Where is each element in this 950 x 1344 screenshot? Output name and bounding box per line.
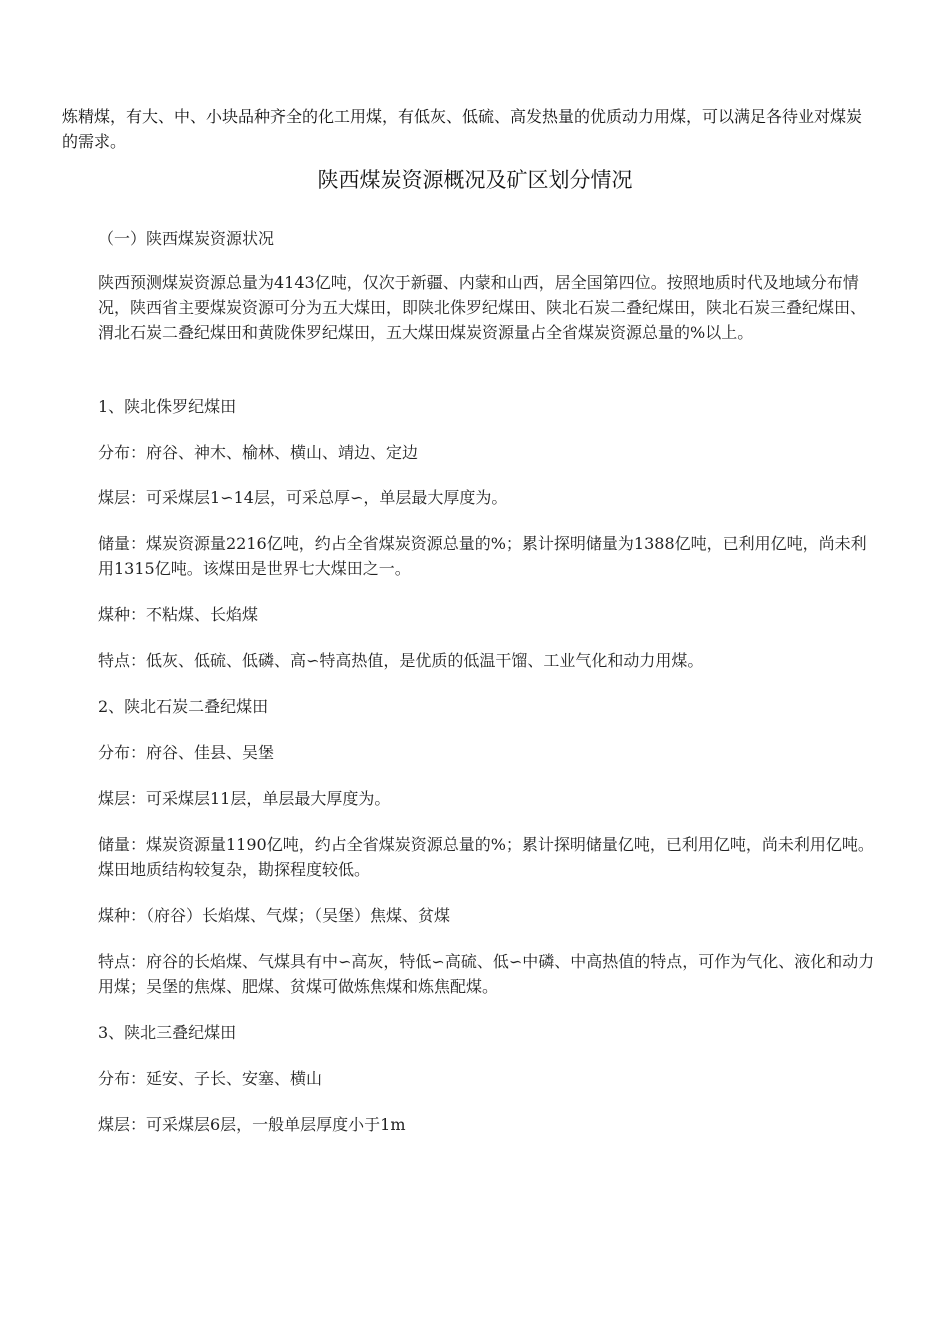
- field1-reserves: 储量：煤炭资源量2216亿吨，约占全省煤炭资源总量的%；累计探明储量为1388亿吨，已利用亿吨，尚未利用1315亿吨。该煤田是世界七大煤田之一。: [98, 534, 867, 578]
- field2-distribution: 分布：府谷、佳县、吴堡: [98, 743, 275, 762]
- field3-seams: 煤层：可采煤层6层，一般单层厚度小于1m: [98, 1115, 406, 1134]
- field1-distribution: 分布：府谷、神木、榆林、横山、靖边、定边: [98, 443, 419, 462]
- field3-distribution: 分布：延安、子长、安塞、横山: [98, 1069, 323, 1088]
- field2-reserves: 储量：煤炭资源量1190亿吨，约占全省煤炭资源总量的%；累计探明储量亿吨，已利用亿吨，尚未利用亿吨。煤田地质结构较复杂，勘探程度较低。: [98, 835, 874, 879]
- field2-seams: 煤层：可采煤层11层，单层最大厚度为。: [98, 789, 391, 808]
- field2-heading: 2、陕北石炭二叠纪煤田: [98, 697, 269, 716]
- field1-features: 特点：低灰、低硫、低磷、高∽特高热值，是优质的低温干馏、工业气化和动力用煤。: [98, 651, 704, 670]
- field1-seams: 煤层：可采煤层1∽14层，可采总厚∽，单层最大厚度为。: [98, 488, 508, 507]
- field2-features: 特点：府谷的长焰煤、气煤具有中∽高灰，特低∽高硫、低∽中磷、中高热值的特点，可作为气化、液化和动力用煤；吴堡的焦煤、肥煤、贫煤可做炼焦煤和炼焦配煤。: [98, 952, 875, 996]
- section-heading: （一）陕西煤炭资源状况: [98, 229, 275, 248]
- page-title: 陕西煤炭资源概况及矿区划分情况: [317, 168, 633, 192]
- field2-types: 煤种：（府谷）长焰煤、气煤；（吴堡）焦煤、贫煤: [98, 906, 451, 925]
- intro-paragraph: 炼精煤，有大、中、小块品种齐全的化工用煤，有低灰、低硫、高发热量的优质动力用煤，可以满足各待业对煤炭的需求。: [62, 107, 863, 151]
- field1-types: 煤种：不粘煤、长焰煤: [98, 605, 259, 624]
- field3-heading: 3、陕北三叠纪煤田: [98, 1023, 237, 1042]
- field1-heading: 1、陕北侏罗纪煤田: [98, 397, 237, 416]
- overview-paragraph: 陕西预测煤炭资源总量为4143亿吨，仅次于新疆、内蒙和山西，居全国第四位。按照地质时代及地域分布情况，陕西省主要煤炭资源可分为五大煤田，即陕北侏罗纪煤田、陕北石炭二叠纪煤田，陕北石炭三叠纪煤田、渭北石炭二叠纪煤田和黄陇侏罗纪煤田，五大煤田煤炭资源量占全省煤炭资源总量的%以上。: [98, 273, 867, 342]
